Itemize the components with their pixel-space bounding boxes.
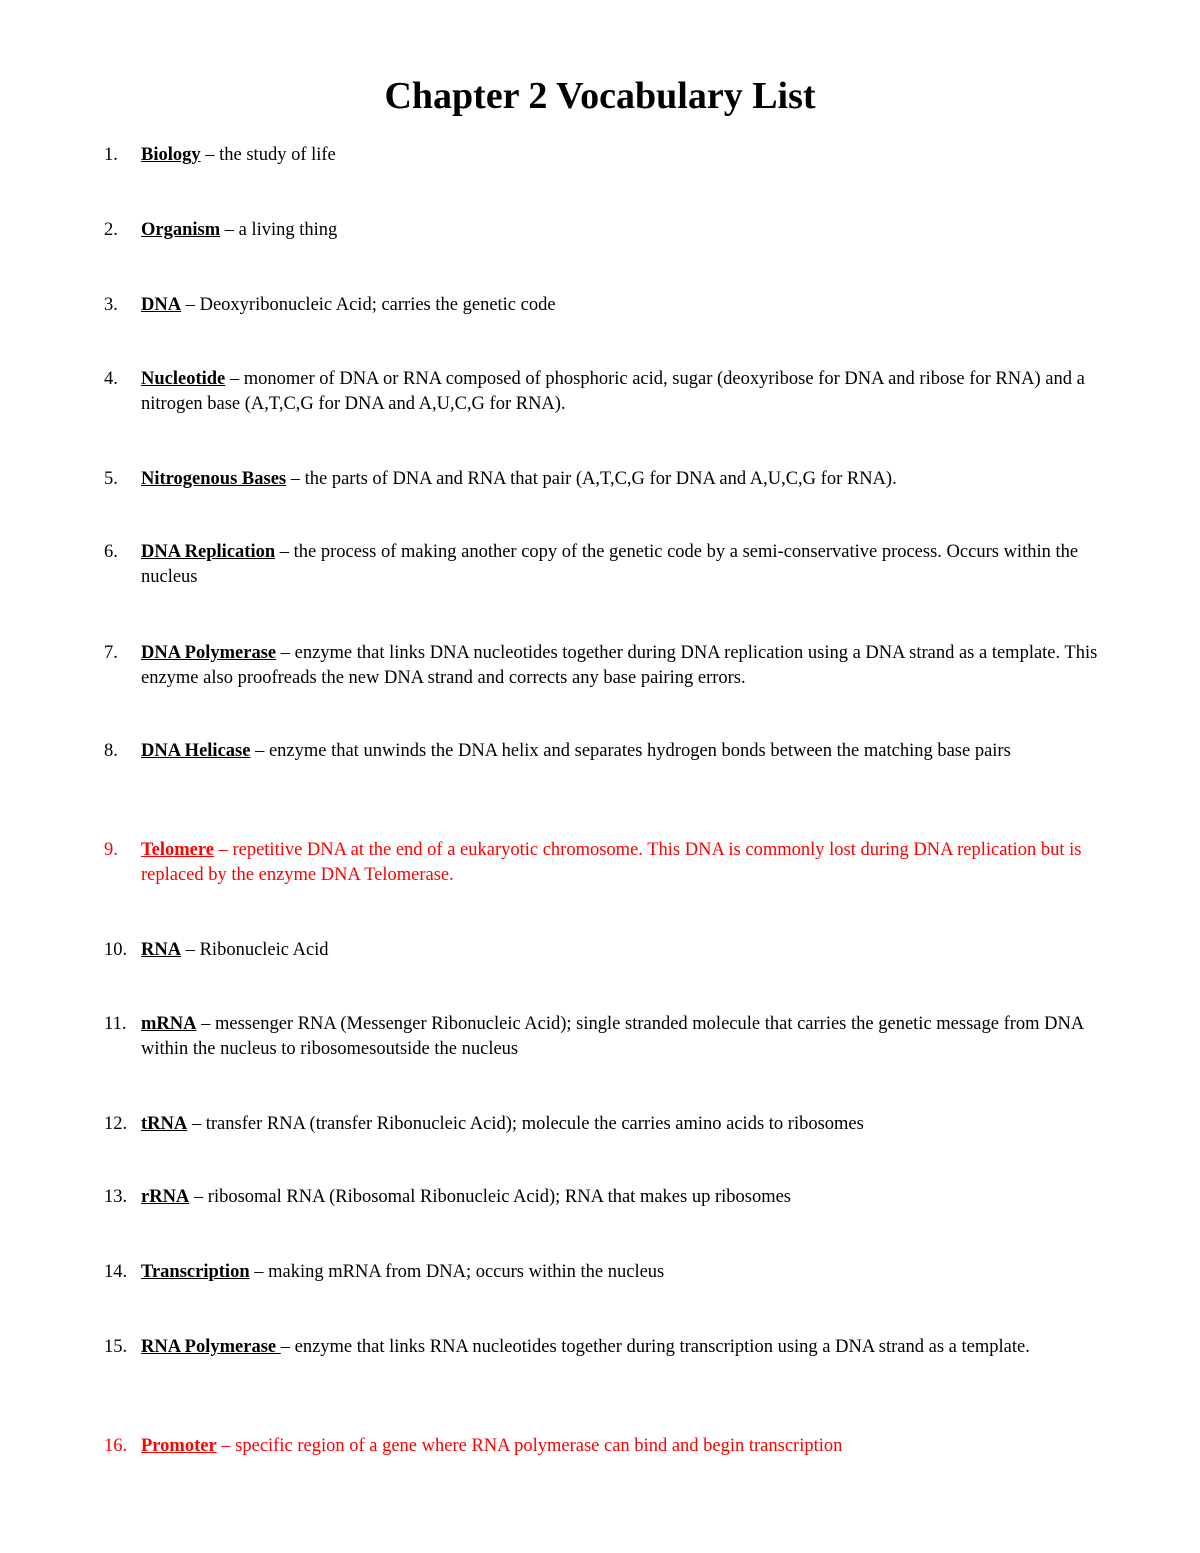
vocab-item — [100, 641, 1125, 691]
vocab-definition: – transfer RNA (transfer Ribonucleic Acid); molecule the carries amino acids to ribosomes — [187, 1114, 864, 1134]
vocab-item — [100, 218, 1125, 243]
vocab-item — [100, 1112, 1125, 1137]
vocab-term: Telomere — [141, 840, 214, 860]
vocab-definition: – ribosomal RNA (Ribosomal Ribonucleic Acid); RNA that makes up ribosomes — [189, 1187, 792, 1207]
vocab-term: DNA Helicase — [141, 741, 251, 761]
vocab-item — [100, 467, 1125, 492]
vocab-item-highlighted — [100, 838, 1125, 888]
vocab-term: Biology — [141, 145, 201, 165]
vocab-term: DNA Polymerase — [141, 643, 277, 663]
vocab-definition: – the process of making another copy of the genetic code by a semi-conservative process. Occurs within the nucleus — [141, 542, 1079, 587]
vocab-definition: – the study of life — [200, 145, 336, 165]
item-number: 11. — [104, 1014, 127, 1034]
vocab-item — [100, 938, 1125, 963]
vocab-term: mRNA — [141, 1014, 197, 1034]
vocab-term: Nucleotide — [141, 369, 226, 389]
vocab-item — [100, 1012, 1125, 1062]
item-number: 6. — [104, 542, 118, 562]
vocab-item — [100, 1260, 1125, 1285]
vocab-definition: – enzyme that links RNA nucleotides together during transcription using a DNA strand as a template. — [280, 1337, 1030, 1357]
vocab-item — [100, 1185, 1125, 1210]
vocab-term: rRNA — [141, 1187, 190, 1207]
item-number: 2. — [104, 220, 118, 240]
vocab-term: Transcription — [141, 1262, 250, 1282]
vocab-term: RNA Polymerase — [141, 1337, 281, 1357]
item-number: 15. — [104, 1337, 128, 1357]
vocab-definition: – monomer of DNA or RNA composed of phosphoric acid, sugar (deoxyribose for DNA and ribose for RNA) and a nitrogen base (A,T,C,G for DNA and A,U,C,G for RNA). — [141, 369, 1085, 414]
vocab-term: Organism — [141, 220, 221, 240]
vocab-definition: – specific region of a gene where RNA polymerase can bind and begin transcription — [216, 1436, 843, 1456]
item-number: 5. — [104, 469, 118, 489]
item-number: 12. — [104, 1114, 128, 1134]
vocab-term: DNA Replication — [141, 542, 276, 562]
vocab-definition: – enzyme that links DNA nucleotides together during DNA replication using a DNA strand as a template. This enzyme also proofreads the new DNA strand and corrects any base pairing errors. — [141, 643, 1098, 688]
item-number: 13. — [104, 1187, 128, 1207]
item-number: 1. — [104, 145, 118, 165]
item-number: 10. — [104, 940, 128, 960]
vocab-term: Promoter — [141, 1436, 217, 1456]
item-number: 3. — [104, 295, 118, 315]
vocab-definition: – Ribonucleic Acid — [181, 940, 329, 960]
vocab-term: DNA — [141, 295, 182, 315]
vocab-item — [100, 739, 1125, 764]
item-number: 14. — [104, 1262, 128, 1282]
vocab-item-highlighted — [100, 1434, 1125, 1459]
vocab-item — [100, 367, 1125, 417]
item-number: 4. — [104, 369, 118, 389]
vocab-term: RNA — [141, 940, 182, 960]
item-number: 7. — [104, 643, 118, 663]
item-number: 8. — [104, 741, 118, 761]
vocab-term: Nitrogenous Bases — [141, 469, 287, 489]
vocab-definition: – making mRNA from DNA; occurs within the nucleus — [249, 1262, 665, 1282]
vocab-item — [100, 1335, 1125, 1360]
page-title: Chapter 2 Vocabulary List — [384, 75, 816, 117]
vocab-definition: – messenger RNA (Messenger Ribonucleic Acid); single stranded molecule that carries the genetic message from DNA within the nucleus to ribosomesoutside the nucleus — [141, 1014, 1084, 1059]
vocab-definition: – the parts of DNA and RNA that pair (A,T,C,G for DNA and A,U,C,G for RNA). — [286, 469, 897, 489]
vocab-item — [100, 540, 1125, 590]
vocab-item — [100, 293, 1125, 318]
vocab-definition: – enzyme that unwinds the DNA helix and separates hydrogen bonds between the matching base pairs — [250, 741, 1011, 761]
vocab-term: tRNA — [141, 1114, 188, 1134]
item-number: 9. — [104, 840, 118, 860]
item-number: 16. — [104, 1436, 128, 1456]
vocab-definition: – Deoxyribonucleic Acid; carries the genetic code — [181, 295, 556, 315]
vocab-definition: – a living thing — [220, 220, 338, 240]
vocab-item — [100, 143, 1125, 168]
vocab-definition: – repetitive DNA at the end of a eukaryotic chromosome. This DNA is commonly lost during DNA replication but is replaced by the enzyme DNA Telomerase. — [141, 840, 1082, 885]
